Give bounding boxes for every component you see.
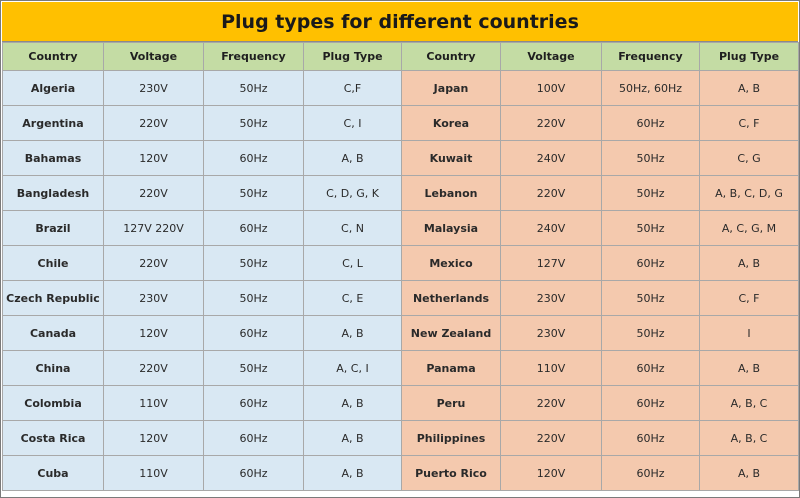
right-plug-type-cell: C, F [700,281,799,316]
left-plug-type-cell: C,F [304,71,402,106]
right-plug-type-cell: C, G [700,141,799,176]
table-row [3,316,799,351]
right-frequency-cell: 50Hz [602,141,700,176]
left-voltage-cell: 220V [104,246,204,281]
table-row [3,71,799,106]
table-row [3,421,799,456]
left-country-cell: Argentina [3,106,104,141]
left-plug-type-cell: A, B [304,456,402,491]
right-voltage-cell: 100V [501,71,602,106]
left-plug-type-cell: C, D, G, K [304,176,402,211]
left-frequency-cell: 50Hz [204,246,304,281]
right-frequency-cell: 60Hz [602,351,700,386]
left-frequency-cell: 50Hz [204,176,304,211]
right-plug-type-cell: A, B [700,246,799,281]
right-country-cell: Korea [402,106,501,141]
left-plug-type-cell: A, B [304,316,402,351]
left-frequency-cell: 60Hz [204,211,304,246]
right-country-cell: Panama [402,351,501,386]
right-plug-type-cell: A, B [700,71,799,106]
table-row [3,176,799,211]
header-frequency-right: Frequency [602,43,700,71]
right-voltage-cell: 110V [501,351,602,386]
header-voltage-right: Voltage [501,43,602,71]
left-plug-type-cell: C, L [304,246,402,281]
right-frequency-cell: 60Hz [602,456,700,491]
right-country-cell: Malaysia [402,211,501,246]
left-voltage-cell: 120V [104,316,204,351]
left-voltage-cell: 127V 220V [104,211,204,246]
right-frequency-cell: 60Hz [602,386,700,421]
left-plug-type-cell: C, N [304,211,402,246]
left-country-cell: Bangladesh [3,176,104,211]
right-plug-type-cell: C, F [700,106,799,141]
right-plug-type-cell: A, B, C, D, G [700,176,799,211]
right-frequency-cell: 50Hz [602,176,700,211]
table-row [3,386,799,421]
right-voltage-cell: 120V [501,456,602,491]
right-voltage-cell: 220V [501,421,602,456]
table-row [3,106,799,141]
right-frequency-cell: 60Hz [602,106,700,141]
left-country-cell: Costa Rica [3,421,104,456]
right-plug-type-cell: A, B [700,456,799,491]
plug-types-table [2,42,799,491]
table-row [3,456,799,491]
left-frequency-cell: 60Hz [204,316,304,351]
right-frequency-cell: 60Hz [602,246,700,281]
left-country-cell: Czech Republic [3,281,104,316]
right-country-cell: Puerto Rico [402,456,501,491]
table-row [3,351,799,386]
left-frequency-cell: 60Hz [204,141,304,176]
header-row [3,43,799,71]
right-voltage-cell: 230V [501,281,602,316]
table-body [3,71,799,491]
right-plug-type-cell: A, B, C [700,421,799,456]
left-voltage-cell: 230V [104,71,204,106]
right-plug-type-cell: A, C, G, M [700,211,799,246]
header-country-left: Country [3,43,104,71]
right-plug-type-cell: A, B, C [700,386,799,421]
right-country-cell: Mexico [402,246,501,281]
header-plug-type-right: Plug Type [700,43,799,71]
header-voltage-left: Voltage [104,43,204,71]
left-voltage-cell: 220V [104,106,204,141]
left-voltage-cell: 230V [104,281,204,316]
left-plug-type-cell: C, E [304,281,402,316]
left-plug-type-cell: A, B [304,141,402,176]
left-plug-type-cell: A, B [304,421,402,456]
left-voltage-cell: 110V [104,386,204,421]
left-country-cell: Brazil [3,211,104,246]
right-voltage-cell: 220V [501,176,602,211]
header-plug-type-left: Plug Type [304,43,402,71]
left-country-cell: China [3,351,104,386]
right-frequency-cell: 50Hz, 60Hz [602,71,700,106]
left-country-cell: Bahamas [3,141,104,176]
left-country-cell: Colombia [3,386,104,421]
left-frequency-cell: 50Hz [204,71,304,106]
right-plug-type-cell: I [700,316,799,351]
right-frequency-cell: 50Hz [602,281,700,316]
right-country-cell: Netherlands [402,281,501,316]
table-row [3,211,799,246]
left-voltage-cell: 120V [104,141,204,176]
right-plug-type-cell: A, B [700,351,799,386]
left-plug-type-cell: A, B [304,386,402,421]
header-frequency-left: Frequency [204,43,304,71]
left-frequency-cell: 60Hz [204,421,304,456]
right-country-cell: New Zealand [402,316,501,351]
right-frequency-cell: 50Hz [602,211,700,246]
left-voltage-cell: 110V [104,456,204,491]
right-voltage-cell: 240V [501,141,602,176]
right-country-cell: Peru [402,386,501,421]
left-country-cell: Canada [3,316,104,351]
left-frequency-cell: 50Hz [204,351,304,386]
right-voltage-cell: 220V [501,386,602,421]
left-country-cell: Chile [3,246,104,281]
right-country-cell: Lebanon [402,176,501,211]
left-frequency-cell: 50Hz [204,106,304,141]
left-frequency-cell: 50Hz [204,281,304,316]
title-bar [2,2,798,42]
right-frequency-cell: 60Hz [602,421,700,456]
left-plug-type-cell: C, I [304,106,402,141]
left-voltage-cell: 120V [104,421,204,456]
table-row [3,281,799,316]
left-country-cell: Algeria [3,71,104,106]
right-voltage-cell: 220V [501,106,602,141]
right-voltage-cell: 230V [501,316,602,351]
table-row [3,246,799,281]
right-frequency-cell: 50Hz [602,316,700,351]
table-row [3,141,799,176]
table-title: Plug types for different countries [221,10,579,33]
left-voltage-cell: 220V [104,351,204,386]
right-country-cell: Kuwait [402,141,501,176]
right-voltage-cell: 127V [501,246,602,281]
left-frequency-cell: 60Hz [204,386,304,421]
right-voltage-cell: 240V [501,211,602,246]
right-country-cell: Japan [402,71,501,106]
left-country-cell: Cuba [3,456,104,491]
left-frequency-cell: 60Hz [204,456,304,491]
left-plug-type-cell: A, C, I [304,351,402,386]
header-country-right: Country [402,43,501,71]
left-voltage-cell: 220V [104,176,204,211]
right-country-cell: Philippines [402,421,501,456]
